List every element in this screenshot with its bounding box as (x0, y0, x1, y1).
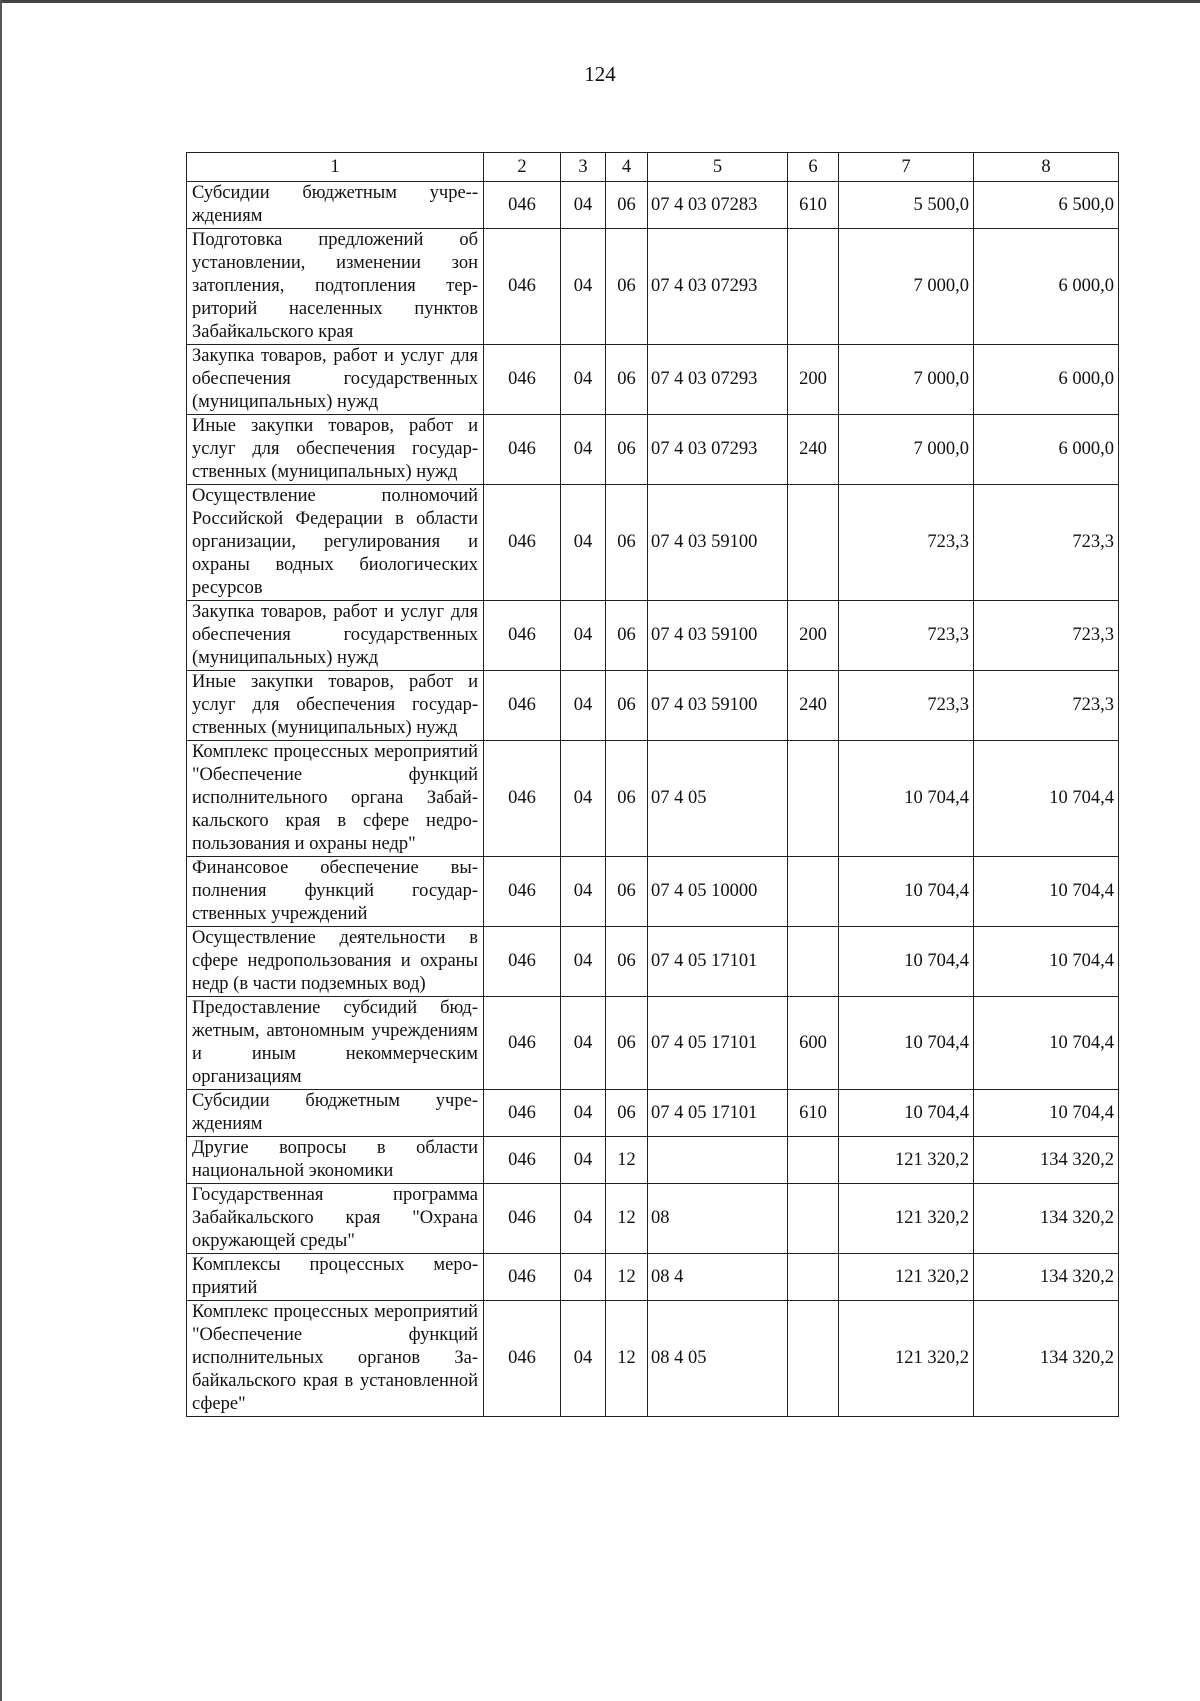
cell-grbs-code: 046 (484, 857, 561, 927)
cell-amount-year-1: 723,3 (839, 485, 974, 601)
cell-section-code: 04 (561, 927, 606, 997)
cell-amount-year-2: 723,3 (974, 671, 1119, 741)
cell-subsection-code: 06 (606, 671, 648, 741)
cell-section-code: 04 (561, 1301, 606, 1417)
cell-target-article: 07 4 03 07293 (648, 229, 788, 345)
cell-name: Иные закупки товаров, работ и услуг для обеспечения государственных (муниципальных) нужд (187, 415, 484, 485)
header-col-5: 5 (648, 153, 788, 182)
cell-name: Комплекс процессных мероприятий "Обеспечение функций исполнительных органов Забайкальского края в установленной сфере" (187, 1301, 484, 1417)
cell-target-article: 08 4 05 (648, 1301, 788, 1417)
cell-section-code: 04 (561, 601, 606, 671)
cell-name: Государственная программа Забайкальского края "Охрана окружающей среды" (187, 1184, 484, 1254)
cell-section-code: 04 (561, 1184, 606, 1254)
table-row (187, 1137, 1119, 1184)
cell-name: Подготовка предложений об установлении, изменении зон затопления, подтопления территорий населенных пунктов Забайкальского края (187, 229, 484, 345)
cell-target-article (648, 1137, 788, 1184)
cell-amount-year-2: 134 320,2 (974, 1301, 1119, 1417)
cell-section-code: 04 (561, 1090, 606, 1137)
cell-target-article: 07 4 05 17101 (648, 997, 788, 1090)
table-row (187, 1301, 1119, 1417)
cell-amount-year-1: 121 320,2 (839, 1184, 974, 1254)
cell-name: Иные закупки товаров, работ и услуг для обеспечения государственных (муниципальных) нужд (187, 671, 484, 741)
table-row (187, 485, 1119, 601)
cell-amount-year-2: 723,3 (974, 601, 1119, 671)
cell-subsection-code: 12 (606, 1184, 648, 1254)
cell-name: Осуществление полномочий Российской Федерации в области организации, регулирования и охраны водных биологических ресурсов (187, 485, 484, 601)
cell-amount-year-2: 6 000,0 (974, 229, 1119, 345)
cell-grbs-code: 046 (484, 1090, 561, 1137)
cell-amount-year-2: 723,3 (974, 485, 1119, 601)
cell-amount-year-2: 6 500,0 (974, 182, 1119, 229)
cell-section-code: 04 (561, 1254, 606, 1301)
cell-subsection-code: 06 (606, 1090, 648, 1137)
table-row (187, 601, 1119, 671)
cell-target-article: 07 4 05 (648, 741, 788, 857)
cell-expense-type: 600 (788, 997, 839, 1090)
cell-section-code: 04 (561, 997, 606, 1090)
cell-amount-year-1: 121 320,2 (839, 1254, 974, 1301)
cell-amount-year-1: 10 704,4 (839, 927, 974, 997)
cell-amount-year-1: 7 000,0 (839, 229, 974, 345)
page-edge-left (0, 0, 2, 1701)
cell-name: Закупка товаров, работ и услуг для обеспечения государственных (муниципальных) нужд (187, 601, 484, 671)
header-col-6: 6 (788, 153, 839, 182)
cell-section-code: 04 (561, 415, 606, 485)
cell-amount-year-2: 134 320,2 (974, 1254, 1119, 1301)
cell-grbs-code: 046 (484, 345, 561, 415)
cell-expense-type (788, 927, 839, 997)
cell-amount-year-2: 10 704,4 (974, 927, 1119, 997)
cell-section-code: 04 (561, 345, 606, 415)
cell-target-article: 07 4 03 07293 (648, 345, 788, 415)
table-row (187, 345, 1119, 415)
cell-target-article: 07 4 05 17101 (648, 1090, 788, 1137)
cell-grbs-code: 046 (484, 997, 561, 1090)
cell-expense-type (788, 485, 839, 601)
cell-subsection-code: 06 (606, 601, 648, 671)
header-row (187, 153, 1119, 182)
header-col-4: 4 (606, 153, 648, 182)
cell-target-article: 07 4 03 59100 (648, 671, 788, 741)
table-row (187, 857, 1119, 927)
cell-target-article: 07 4 03 59100 (648, 601, 788, 671)
cell-name: Комплексы процессных мероприятий (187, 1254, 484, 1301)
table-body (187, 182, 1119, 1417)
cell-section-code: 04 (561, 485, 606, 601)
cell-amount-year-2: 134 320,2 (974, 1184, 1119, 1254)
cell-amount-year-2: 6 000,0 (974, 415, 1119, 485)
page-number: 124 (584, 62, 616, 86)
cell-amount-year-1: 723,3 (839, 601, 974, 671)
cell-amount-year-1: 5 500,0 (839, 182, 974, 229)
cell-amount-year-1: 7 000,0 (839, 345, 974, 415)
cell-expense-type (788, 857, 839, 927)
cell-target-article: 07 4 03 07293 (648, 415, 788, 485)
cell-grbs-code: 046 (484, 601, 561, 671)
cell-grbs-code: 046 (484, 182, 561, 229)
cell-grbs-code: 046 (484, 415, 561, 485)
cell-subsection-code: 06 (606, 345, 648, 415)
cell-target-article: 08 (648, 1184, 788, 1254)
table-row (187, 1184, 1119, 1254)
cell-amount-year-1: 121 320,2 (839, 1301, 974, 1417)
header-col-8: 8 (974, 153, 1119, 182)
cell-name: Другие вопросы в области национальной экономики (187, 1137, 484, 1184)
header-col-1: 1 (187, 153, 484, 182)
cell-subsection-code: 06 (606, 927, 648, 997)
cell-amount-year-2: 10 704,4 (974, 741, 1119, 857)
cell-target-article: 07 4 05 10000 (648, 857, 788, 927)
cell-amount-year-1: 121 320,2 (839, 1137, 974, 1184)
cell-amount-year-2: 134 320,2 (974, 1137, 1119, 1184)
cell-grbs-code: 046 (484, 1137, 561, 1184)
cell-expense-type: 240 (788, 415, 839, 485)
cell-amount-year-1: 10 704,4 (839, 741, 974, 857)
cell-expense-type: 240 (788, 671, 839, 741)
cell-name: Субсидии бюджетным учре-ждениям (187, 182, 484, 229)
cell-subsection-code: 06 (606, 415, 648, 485)
cell-amount-year-1: 7 000,0 (839, 415, 974, 485)
budget-table-container (186, 152, 1118, 1417)
cell-target-article: 07 4 03 07283 (648, 182, 788, 229)
cell-subsection-code: 12 (606, 1254, 648, 1301)
cell-grbs-code: 046 (484, 229, 561, 345)
cell-section-code: 04 (561, 229, 606, 345)
table-row (187, 415, 1119, 485)
cell-subsection-code: 06 (606, 485, 648, 601)
cell-section-code: 04 (561, 857, 606, 927)
cell-subsection-code: 06 (606, 229, 648, 345)
cell-name: Предоставление субсидий бюджетным, автономным учреждениям и иным некоммерческим организациям (187, 997, 484, 1090)
cell-expense-type (788, 741, 839, 857)
cell-grbs-code: 046 (484, 741, 561, 857)
table-row (187, 741, 1119, 857)
cell-expense-type: 200 (788, 601, 839, 671)
cell-target-article: 07 4 03 59100 (648, 485, 788, 601)
cell-section-code: 04 (561, 1137, 606, 1184)
cell-name: Закупка товаров, работ и услуг для обеспечения государственных (муниципальных) нужд (187, 345, 484, 415)
cell-subsection-code: 06 (606, 857, 648, 927)
table-row (187, 229, 1119, 345)
cell-subsection-code: 12 (606, 1301, 648, 1417)
cell-amount-year-1: 10 704,4 (839, 1090, 974, 1137)
table-row (187, 671, 1119, 741)
cell-expense-type: 610 (788, 1090, 839, 1137)
cell-name: Финансовое обеспечение выполнения функций государственных учреждений (187, 857, 484, 927)
cell-expense-type: 610 (788, 182, 839, 229)
budget-table (186, 152, 1119, 1417)
header-col-2: 2 (484, 153, 561, 182)
cell-subsection-code: 06 (606, 997, 648, 1090)
cell-amount-year-1: 10 704,4 (839, 997, 974, 1090)
cell-name: Осуществление деятельности в сфере недропользования и охраны недр (в части подземных вод) (187, 927, 484, 997)
table-row (187, 1090, 1119, 1137)
cell-grbs-code: 046 (484, 1184, 561, 1254)
cell-section-code: 04 (561, 182, 606, 229)
page-edge-top (0, 0, 1200, 3)
cell-grbs-code: 046 (484, 1254, 561, 1301)
cell-grbs-code: 046 (484, 485, 561, 601)
cell-section-code: 04 (561, 671, 606, 741)
cell-target-article: 08 4 (648, 1254, 788, 1301)
cell-amount-year-2: 6 000,0 (974, 345, 1119, 415)
cell-section-code: 04 (561, 741, 606, 857)
cell-grbs-code: 046 (484, 671, 561, 741)
cell-subsection-code: 06 (606, 741, 648, 857)
cell-amount-year-2: 10 704,4 (974, 1090, 1119, 1137)
cell-grbs-code: 046 (484, 927, 561, 997)
cell-grbs-code: 046 (484, 1301, 561, 1417)
cell-amount-year-2: 10 704,4 (974, 857, 1119, 927)
table-row (187, 1254, 1119, 1301)
cell-name: Субсидии бюджетным учреждениям (187, 1090, 484, 1137)
cell-amount-year-1: 723,3 (839, 671, 974, 741)
header-col-3: 3 (561, 153, 606, 182)
cell-expense-type (788, 1137, 839, 1184)
cell-expense-type (788, 1254, 839, 1301)
cell-subsection-code: 06 (606, 182, 648, 229)
cell-target-article: 07 4 05 17101 (648, 927, 788, 997)
cell-amount-year-2: 10 704,4 (974, 997, 1119, 1090)
table-row (187, 182, 1119, 229)
header-col-7: 7 (839, 153, 974, 182)
table-row (187, 927, 1119, 997)
table-row (187, 997, 1119, 1090)
cell-expense-type (788, 229, 839, 345)
cell-expense-type (788, 1301, 839, 1417)
cell-amount-year-1: 10 704,4 (839, 857, 974, 927)
cell-expense-type (788, 1184, 839, 1254)
cell-expense-type: 200 (788, 345, 839, 415)
cell-subsection-code: 12 (606, 1137, 648, 1184)
cell-name: Комплекс процессных мероприятий "Обеспечение функций исполнительного органа Забайкальского края в сфере недропользования и охраны недр" (187, 741, 484, 857)
